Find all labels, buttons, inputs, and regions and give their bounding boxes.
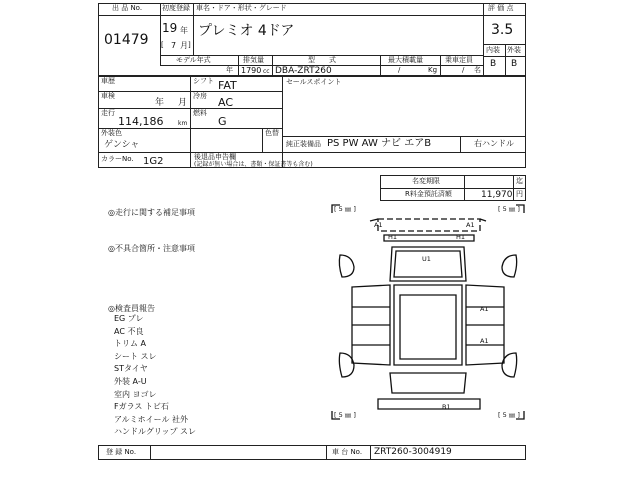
- tire-front-left: [ 5 ㎜ ]: [334, 205, 356, 213]
- color-no-value: 1G2: [143, 156, 164, 167]
- rear-seat-label: 後退品申告欄: [194, 153, 236, 161]
- name-change-label: 名変期限: [412, 177, 440, 185]
- inspector-item: ハンドルグリップ スレ: [114, 427, 197, 437]
- first-reg-year: 19: [162, 21, 178, 35]
- first-reg-month: 7: [171, 41, 177, 50]
- year-unit: 年: [180, 26, 188, 35]
- inspector-item: STタイヤ: [114, 364, 148, 374]
- driving-notes-title: ◎走行に関する補足事項: [108, 208, 195, 217]
- mark-front-right: A1: [466, 221, 475, 229]
- mark-front-left: A1: [374, 221, 383, 229]
- equipment-value: PS PW AW ナビ エアB: [327, 138, 432, 149]
- inspection-month-unit: 月: [178, 98, 188, 108]
- reg-no-label: 登 録 No.: [106, 448, 137, 456]
- capacity-unit: 名: [474, 66, 481, 74]
- damage-diagram: [330, 203, 526, 421]
- mark-roof: U1: [422, 255, 431, 263]
- displacement-label: 排気量: [243, 56, 264, 64]
- model-year-label: モデル年式: [176, 56, 211, 64]
- model-year-unit: 年: [226, 66, 233, 74]
- mileage-unit: km: [178, 120, 188, 127]
- capacity-slash: /: [462, 66, 465, 74]
- grade-label: 評 価 点: [488, 4, 514, 12]
- inspector-list: [114, 315, 314, 445]
- ac-label: 冷房: [193, 92, 207, 100]
- sales-point-label: セールスポイント: [286, 78, 342, 86]
- chassis-no: ZRT260-3004919: [374, 447, 452, 457]
- footer-frame: [98, 445, 526, 460]
- month-unit: 月: [180, 41, 188, 50]
- defects-title: ◎不具合箇所・注意事項: [108, 244, 195, 253]
- car-outline: [330, 203, 526, 421]
- mark-right-front-door: A1: [480, 305, 489, 313]
- name-change-unit: 迄: [516, 177, 523, 185]
- displacement-unit: cc: [263, 68, 270, 75]
- max-load-slash: /: [398, 66, 401, 74]
- interior-grade: B: [490, 59, 497, 69]
- first-reg-label: 初度登録: [162, 4, 190, 12]
- rear-seat-note: (記録が無い場合は、書類・保証書等も含む): [194, 161, 313, 168]
- recycle-amount: 11,970: [481, 190, 513, 200]
- grade-value: 3.5: [491, 22, 514, 38]
- exterior-grade: B: [511, 59, 518, 69]
- inspector-title: ◎検査員報告: [108, 304, 155, 313]
- inspector-item: AC 不良: [114, 326, 144, 336]
- inspection-label: 車検: [101, 92, 115, 100]
- type-value: DBA-ZRT260: [275, 66, 332, 76]
- inspection-year-unit: 年: [155, 98, 165, 108]
- recycle-label: R料金預託済額: [405, 190, 452, 198]
- mark-bumper-right: H1: [456, 233, 466, 241]
- exterior-color-label: 外装色: [101, 129, 122, 137]
- inspector-item: Fガラス トビ石: [114, 402, 169, 412]
- car-name: プレミオ 4ドア: [198, 23, 295, 39]
- history-label: 車歴: [101, 77, 115, 85]
- shift-value: FAT: [218, 79, 237, 92]
- handle-value: 右ハンドル: [474, 139, 514, 148]
- inspector-item: 外装 A-U: [114, 377, 147, 386]
- capacity-label: 乗車定員: [445, 56, 473, 64]
- shift-label: シフト: [193, 77, 214, 85]
- inspector-item: アルミホイール 社外: [114, 414, 189, 424]
- lot-label: 出 品 No.: [112, 4, 143, 12]
- mark-right-rear-door: A1: [480, 337, 489, 345]
- inspector-item: EG プレ: [114, 314, 144, 323]
- interior-label: 内装: [486, 46, 500, 54]
- color-change-label: 色替: [265, 129, 279, 137]
- ac-value: AC: [218, 96, 234, 109]
- max-load-unit: Kg: [428, 66, 438, 74]
- tire-rear-left: [ 5 ㎜ ]: [334, 411, 356, 419]
- exterior-label: 外装: [507, 46, 521, 54]
- max-load-label: 最大積載量: [388, 56, 423, 64]
- inspector-item: トリム A: [114, 339, 147, 349]
- color-no-label: カラーNo.: [101, 155, 134, 163]
- mark-rear-bumper: B1: [442, 403, 451, 411]
- fuel-label: 燃料: [193, 109, 207, 117]
- car-name-label: 車名・ドア・形状・グレード: [196, 4, 287, 12]
- tire-rear-right: [ 5 ㎜ ]: [498, 411, 520, 419]
- exterior-color-value: ゲンシャ: [104, 140, 140, 150]
- tire-front-right: [ 5 ㎜ ]: [498, 205, 520, 213]
- mileage-label: 走行: [101, 109, 115, 117]
- equipment-label: 純正装備品: [286, 140, 321, 148]
- chassis-label: 車 台 No.: [332, 448, 363, 456]
- recycle-unit: 円: [516, 190, 523, 198]
- mileage-value: 114,186: [118, 115, 164, 128]
- lot-number: 01479: [104, 32, 149, 48]
- inspector-item: シート スレ: [114, 351, 157, 361]
- type-label: 型 式: [308, 56, 336, 64]
- inspector-item: 室内 ヨゴレ: [114, 389, 157, 399]
- mark-bumper-left: H1: [388, 233, 398, 241]
- displacement-value: 1790: [241, 66, 262, 75]
- fuel-value: G: [218, 115, 227, 128]
